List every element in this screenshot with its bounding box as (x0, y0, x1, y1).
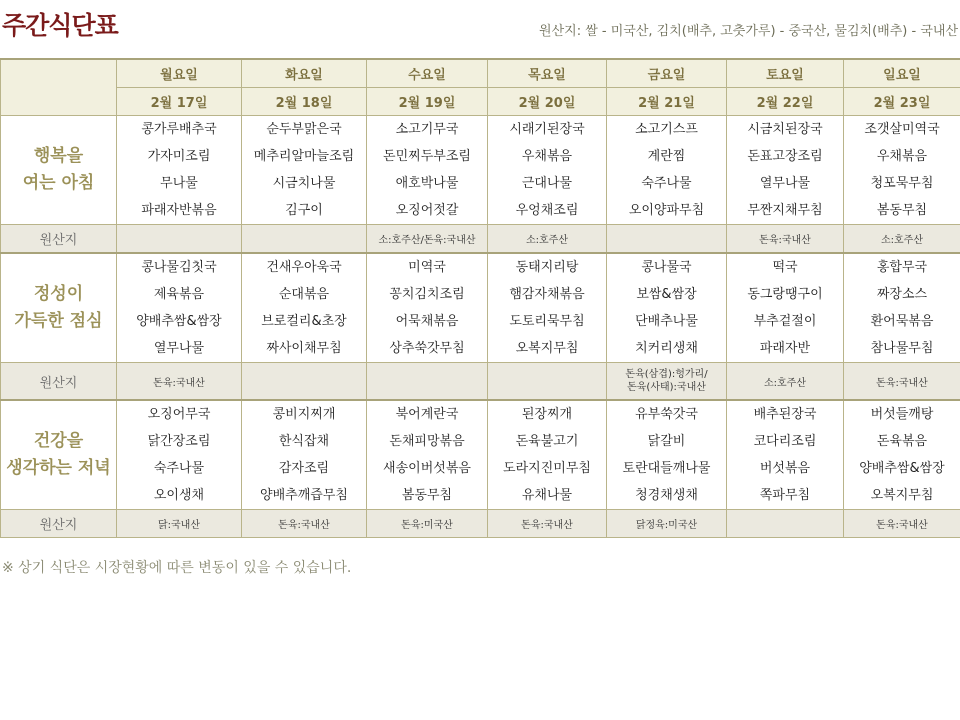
day-header: 일요일 (844, 59, 960, 88)
menu-cell (844, 116, 960, 225)
dish-item: 미역국 (408, 260, 446, 275)
menu-cell (367, 116, 488, 225)
dish-item: 애호박나물 (395, 176, 459, 191)
date-header: 2월 22일 (727, 88, 844, 116)
date-header: 2월 18일 (242, 88, 367, 116)
dish-item: 콩나물김칫국 (141, 260, 217, 275)
dish-item: 감자조림 (278, 461, 330, 476)
day-header: 수요일 (367, 59, 488, 88)
origin-row (1, 225, 960, 254)
origin-cell (367, 363, 488, 401)
dish-item: 짜장소스 (876, 287, 928, 302)
dish-item: 오이양파무침 (628, 203, 705, 218)
dish-item: 오복지무침 (515, 341, 579, 356)
dish-item: 열무나물 (759, 176, 811, 191)
page-header (0, 0, 960, 58)
menu-cell (607, 253, 727, 363)
dish-item: 떡국 (772, 260, 798, 275)
meal-label-line: 정성이 (33, 284, 84, 304)
dish-item: 단배추나물 (635, 314, 698, 329)
dish-item: 유부쑥갓국 (635, 407, 698, 422)
menu-cell (607, 116, 727, 225)
menu-cell (727, 253, 844, 363)
dish-item: 한식잡채 (278, 434, 330, 449)
dish-item: 홍합무국 (876, 260, 928, 275)
dish-item: 새송이버섯볶음 (383, 461, 471, 476)
origin-cell: 소:호주산 (727, 363, 844, 401)
dish-item: 건새우아욱국 (266, 260, 342, 275)
dish-item: 청경채생채 (635, 488, 698, 503)
dish-item: 된장찌개 (521, 407, 573, 422)
dish-item: 보쌈&쌈장 (636, 287, 697, 302)
dish-item: 파래자반 (759, 341, 811, 356)
dish-item: 봄동무침 (876, 203, 928, 218)
dish-item: 도라지진미무침 (503, 461, 591, 476)
dish-item: 돈채피망볶음 (389, 434, 465, 449)
dish-item: 시래기된장국 (509, 122, 585, 137)
origin-cell (727, 510, 844, 538)
dish-item: 상추쑥갓무침 (389, 341, 465, 356)
dish-item: 우채볶음 (521, 149, 573, 164)
day-header-row (1, 59, 960, 88)
dish-item: 돈육불고기 (515, 434, 579, 449)
dish-item: 배추된장국 (753, 407, 817, 422)
dish-item: 버섯들깨탕 (870, 407, 934, 422)
dish-item: 근대나물 (521, 176, 573, 191)
origin-cell: 돈육:미국산 (367, 510, 488, 538)
dish-item: 부추겉절이 (753, 314, 817, 329)
dish-item: 숙주나물 (641, 176, 692, 191)
origin-cell (242, 225, 367, 254)
dish-item: 무나물 (160, 176, 198, 191)
meal-label (1, 253, 117, 363)
dish-item: 꽁치김치조림 (389, 287, 465, 302)
dish-item: 짜사이채무침 (266, 341, 342, 356)
date-header: 2월 19일 (367, 88, 488, 116)
dish-item: 시금치된장국 (747, 122, 823, 137)
menu-body (1, 116, 960, 538)
date-header: 2월 21일 (607, 88, 727, 116)
origin-cell: 돈육:국내산 (242, 510, 367, 538)
day-header: 화요일 (242, 59, 367, 88)
table-corner (1, 59, 117, 116)
origin-cell: 돈육:국내산 (727, 225, 844, 254)
origin-cell (488, 363, 607, 401)
menu-cell (488, 253, 607, 363)
dish-item: 계란찜 (647, 149, 686, 164)
origin-cell (117, 225, 242, 254)
dish-item: 참나물무침 (870, 341, 934, 356)
dish-item: 코다리조림 (753, 434, 817, 449)
dish-item: 오징어젓갈 (395, 203, 459, 218)
dish-item: 무짠지채무침 (747, 203, 823, 218)
dish-item: 쪽파무침 (759, 488, 811, 503)
meal-row (1, 116, 960, 225)
dish-item: 어묵채볶음 (395, 314, 459, 329)
dish-item: 동그랑땡구이 (747, 287, 823, 302)
menu-cell (844, 253, 960, 363)
dish-item: 오이생채 (153, 488, 205, 503)
origin-cell: 돈육:국내산 (117, 363, 242, 401)
dish-item: 치커리생채 (635, 341, 698, 356)
origin-cell: 돈육:국내산 (844, 510, 960, 538)
day-header: 목요일 (488, 59, 607, 88)
meal-label (1, 116, 117, 225)
menu-cell (117, 116, 242, 225)
dish-item: 소고기무국 (395, 122, 459, 137)
dish-item: 가자미조림 (147, 149, 211, 164)
date-header: 2월 23일 (844, 88, 960, 116)
origin-cell: 돈육(삼겹):헝가리/ 돈육(사태):국내산 (607, 363, 727, 401)
menu-cell (727, 400, 844, 510)
meal-row (1, 400, 960, 510)
dish-item: 동태지리탕 (515, 260, 579, 275)
meal-label (1, 400, 117, 510)
dish-item: 돈민찌두부조림 (383, 149, 471, 164)
dish-item: 양배추깨즙무침 (260, 488, 348, 503)
dish-item: 숙주나물 (153, 461, 205, 476)
page-title: 주간식단표 (2, 11, 118, 40)
meal-row (1, 253, 960, 363)
meal-label-line: 건강을 (33, 431, 84, 451)
menu-cell (727, 116, 844, 225)
menu-cell (242, 400, 367, 510)
menu-cell (488, 116, 607, 225)
dish-item: 봄동무침 (401, 488, 453, 503)
origin-cell (242, 363, 367, 401)
dish-item: 양배추쌈&쌈장 (136, 314, 222, 329)
menu-cell (117, 253, 242, 363)
day-header: 토요일 (727, 59, 844, 88)
origin-cell: 돈육:국내산 (488, 510, 607, 538)
menu-cell (367, 253, 488, 363)
dish-item: 오징어무국 (147, 407, 211, 422)
dish-item: 돈육볶음 (876, 434, 928, 449)
dish-item: 김구이 (285, 203, 323, 218)
origin-cell: 닭:국내산 (117, 510, 242, 538)
meal-label-line: 생각하는 저녁 (6, 458, 111, 478)
dish-item: 순두부맑은국 (266, 122, 342, 137)
dish-item: 버섯볶음 (759, 461, 811, 476)
origin-cell (607, 225, 727, 254)
dish-item: 소고기스프 (635, 122, 698, 137)
menu-cell (367, 400, 488, 510)
origin-cell: 소:호주산 (844, 225, 960, 254)
menu-cell (607, 400, 727, 510)
dish-item: 청포묵무침 (870, 176, 934, 191)
origin-cell: 소:호주산/돈육:국내산 (367, 225, 488, 254)
meal-label-line: 여는 아침 (22, 173, 95, 193)
menu-cell (844, 400, 960, 510)
menu-cell (242, 116, 367, 225)
dish-item: 콩나물국 (641, 260, 692, 275)
origin-cell: 소:호주산 (488, 225, 607, 254)
dish-item: 제육볶음 (153, 287, 205, 302)
origin-row (1, 363, 960, 401)
origin-cell: 닭정육:미국산 (607, 510, 727, 538)
origin-cell: 돈육:국내산 (844, 363, 960, 401)
date-header: 2월 20일 (488, 88, 607, 116)
dish-item: 오복지무침 (870, 488, 934, 503)
dish-item: 파래자반볶음 (141, 203, 217, 218)
dish-item: 콩비지찌개 (272, 407, 336, 422)
dish-item: 순대볶음 (278, 287, 330, 302)
dish-item: 우엉채조림 (515, 203, 579, 218)
dish-item: 환어묵볶음 (870, 314, 934, 329)
dish-item: 조갯살미역국 (864, 122, 940, 137)
origin-label: 원산지 (1, 363, 117, 401)
day-header: 월요일 (117, 59, 242, 88)
origin-label: 원산지 (1, 225, 117, 254)
dish-item: 유채나물 (521, 488, 573, 503)
dish-item: 햄감자채볶음 (509, 287, 585, 302)
dish-item: 메추리알마늘조림 (253, 149, 355, 164)
origin-note: 원산지: 쌀 - 미국산, 김치(배추, 고춧가루) - 중국산, 물김치(배추) - 국내산 (539, 24, 958, 39)
dish-item: 북어계란국 (395, 407, 459, 422)
origin-label: 원산지 (1, 510, 117, 538)
date-header: 2월 17일 (117, 88, 242, 116)
menu-cell (488, 400, 607, 510)
footnote: ※ 상기 식단은 시장현황에 따른 변동이 있을 수 있습니다. (2, 560, 352, 576)
dish-item: 브로컬리&초장 (261, 314, 347, 329)
origin-row (1, 510, 960, 538)
date-header-row (1, 88, 960, 116)
weekly-menu-table (0, 58, 960, 538)
dish-item: 열무나물 (153, 341, 205, 356)
dish-item: 닭갈비 (647, 434, 686, 449)
dish-item: 시금치나물 (272, 176, 336, 191)
meal-label-line: 가득한 점심 (14, 311, 103, 331)
dish-item: 콩가루배추국 (141, 122, 217, 137)
menu-cell (117, 400, 242, 510)
dish-item: 닭간장조림 (147, 434, 211, 449)
dish-item: 양배추쌈&쌈장 (859, 461, 945, 476)
dish-item: 우채볶음 (876, 149, 928, 164)
dish-item: 돈표고장조림 (747, 149, 823, 164)
dish-item: 토란대들깨나물 (622, 461, 711, 476)
menu-cell (242, 253, 367, 363)
day-header: 금요일 (607, 59, 727, 88)
dish-item: 도토리묵무침 (509, 314, 585, 329)
meal-label-line: 행복을 (33, 146, 84, 166)
